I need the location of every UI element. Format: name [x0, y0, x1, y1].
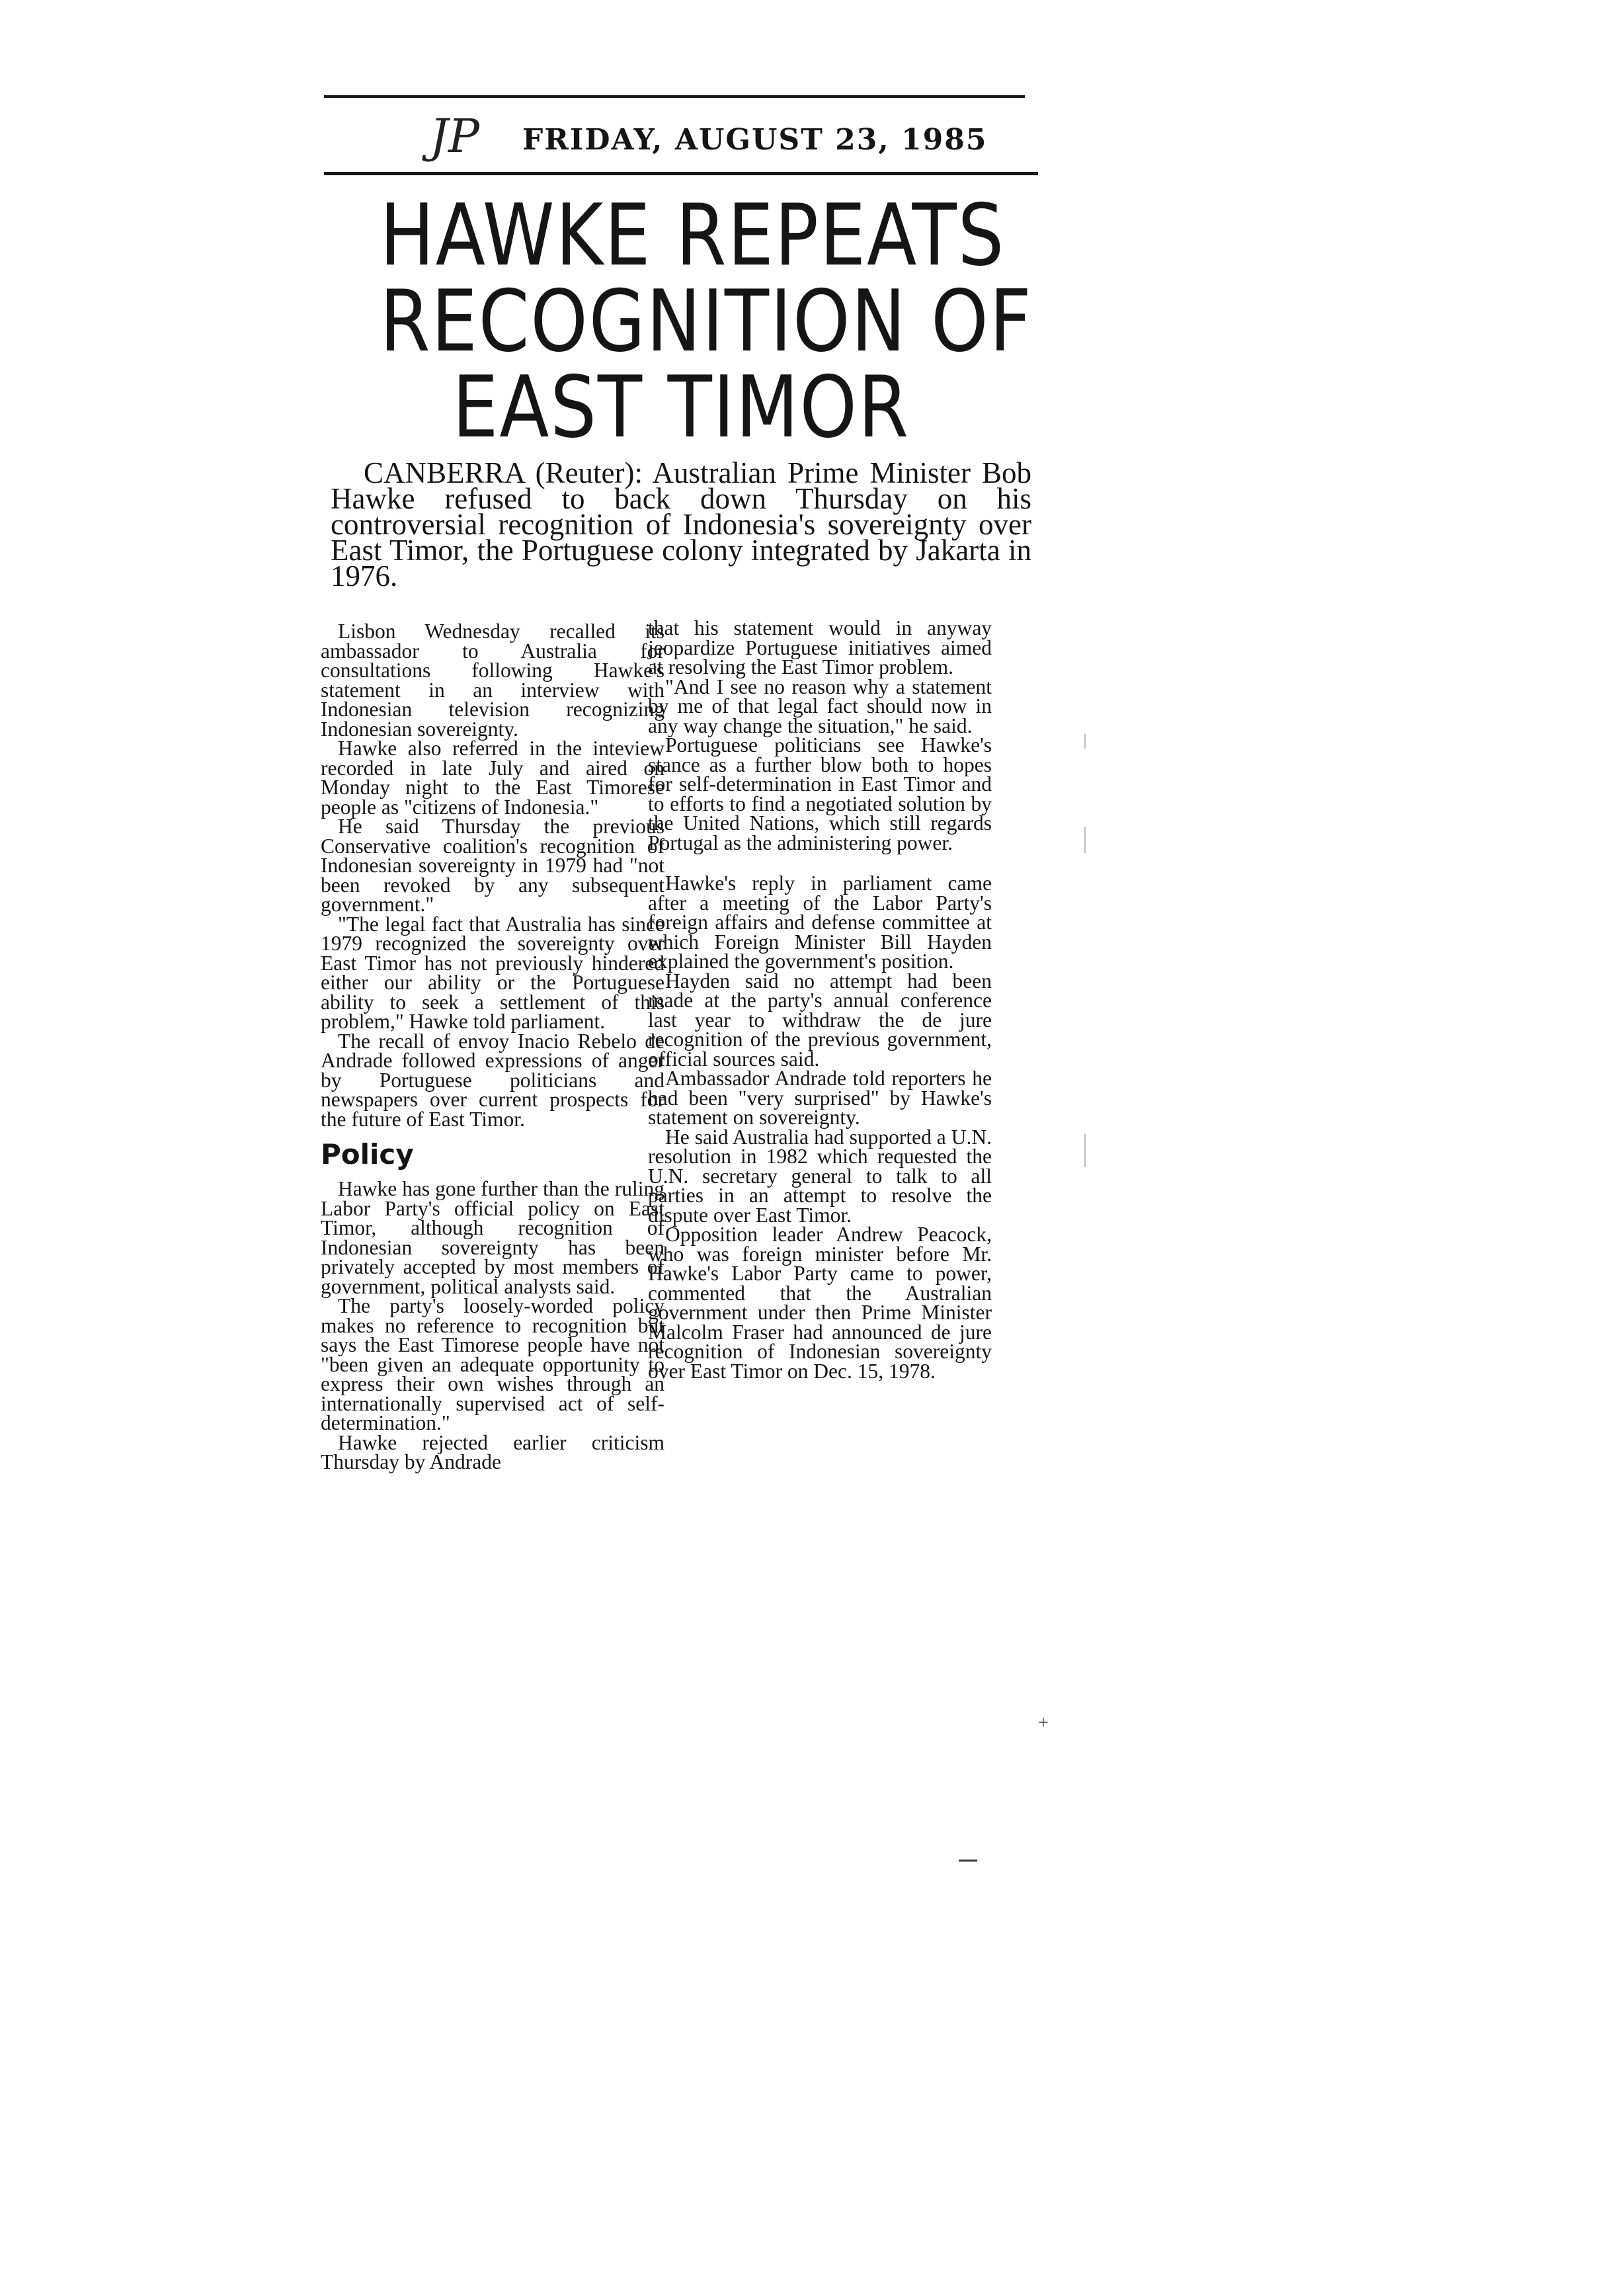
handwritten-mark: JP	[430, 109, 480, 163]
article-paragraph: He said Australia had supported a U.N. resolution in 1982 which requested the U.N. secretary general to talk to all parties in an attempt to resolve the dispute over East Timor.	[648, 1125, 992, 1227]
article-paragraph: Ambassador Andrade told reporters he had been "very surprised" by Hawke's statement on sovereignty.	[648, 1067, 992, 1129]
lead-paragraph: CANBERRA (Reuter): Australian Prime Minister Bob Hawke refused to back down Thursday on his controversial recognition of Indonesia's sovereignty over East Timor, the Portuguese colony integrated by Jakarta in 1976.	[331, 456, 1031, 593]
scan-speck: +	[1038, 1713, 1049, 1733]
right-column	[648, 618, 992, 1381]
article-paragraph: that his statement would in anyway jeopardize Portuguese initiatives aimed at resolving the East Timor problem.	[648, 616, 992, 678]
article-paragraph: He said Thursday the previous Conservative coalition's recognition of Indonesian sovereignty in 1979 had "not been revoked by any subsequent government."	[321, 815, 664, 916]
article-paragraph: "And I see no reason why a statement by me of that legal fact should now in any way change the situation," he said.	[648, 675, 992, 737]
dateline: FRIDAY, AUGUST 23, 1985	[522, 123, 988, 157]
article-paragraph: Hawke rejected earlier criticism Thursday by Andrade	[321, 1430, 664, 1473]
section-subhead: Policy	[321, 1138, 414, 1170]
article-paragraph: Opposition leader Andrew Peacock, who was foreign minister before Mr. Hawke's Labor Party came to power, commented that the Australian government under then Prime Minister Malcolm Fraser had announced de jure recognition of Indonesian sovereignty over East Timor on Dec. 15, 1978.	[648, 1223, 992, 1383]
article-paragraph: Hawke also referred in the inteview recorded in late July and aired on Monday night to the East Timorese people as "citizens of Indonesia."	[321, 737, 664, 819]
headline-line-3: EAST TIMOR	[452, 358, 910, 457]
article-paragraph: "The legal fact that Australia has since 1979 recognized the sovereignty over East Timor has not previously hindered either our ability or the Portuguese ability to seek a settlement of this problem," Hawke told parliament.	[321, 912, 664, 1033]
article-paragraph: Hayden said no attempt had been made at the party's annual conference last year to withdraw the de jure recognition of the previous government, official sources said.	[648, 969, 992, 1071]
article-paragraph: The recall of envoy Inacio Rebelo de Andrade followed expressions of anger by Portuguese politicians and newspapers over current prospects for the future of East Timor.	[321, 1029, 664, 1131]
article-paragraph: Hawke has gone further than the ruling Labor Party's official policy on East Timor, although recognition of Indonesian sovereignty has been privately accepted by most members of government, political analysts said.	[321, 1177, 664, 1298]
headline-line-1: HAWKE REPEATS	[380, 186, 1006, 285]
column-end-dash	[959, 1860, 977, 1862]
header-bottom-rule	[324, 172, 1038, 175]
article-paragraph: Portuguese politicians see Hawke's stance as a further blow both to hopes for self-determination in East Timor and to efforts to find a negotiated solution by the United Nations, which still regards Portugal as the administering power.	[648, 733, 992, 854]
newspaper-clipping	[291, 93, 1045, 1918]
headline-line-2: RECOGNITION OF	[380, 272, 1033, 371]
scan-mark	[1084, 1134, 1086, 1167]
headline	[380, 186, 1033, 457]
article-paragraph: Hawke's reply in parliament came after a meeting of the Labor Party's foreign affairs and defense committee at which Foreign Minister Bill Hayden explained the government's position.	[648, 872, 992, 973]
scan-mark	[1084, 734, 1086, 749]
article-paragraph: The party's loosely-worded policy makes no reference to recognition but says the East Timorese people have not "been given an adequate opportunity to express their own wishes through an internationally supervised act of self-determination."	[321, 1294, 664, 1434]
scan-mark	[1084, 827, 1086, 853]
left-column	[321, 622, 664, 1472]
article-paragraph: Lisbon Wednesday recalled its ambassador to Australia for consultations following Hawke's statement in an interview with Indonesian television recognizing Indonesian sovereignty.	[321, 620, 664, 741]
header-top-rule	[324, 95, 1025, 98]
